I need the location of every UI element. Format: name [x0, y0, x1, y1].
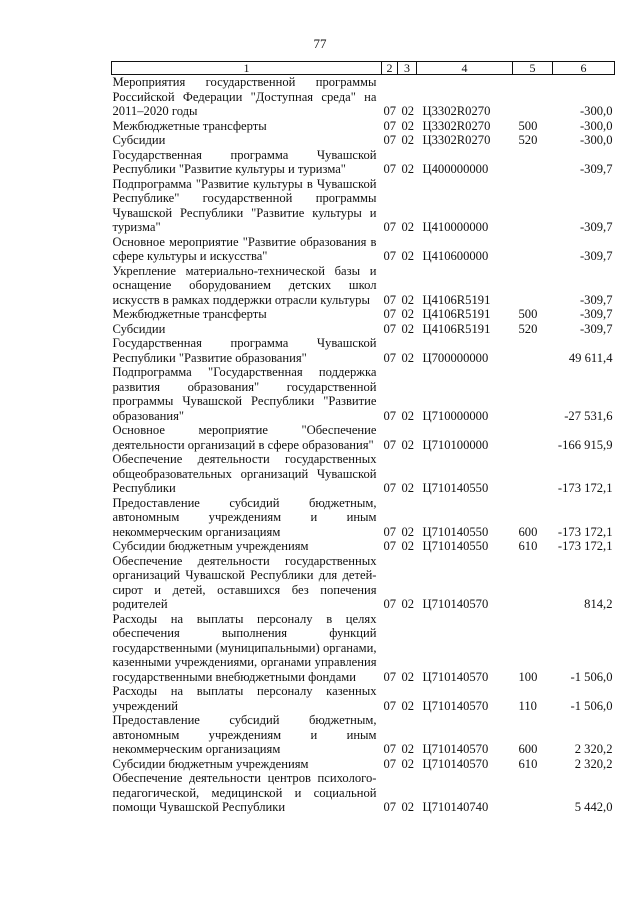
row-description: Укрепление материально-технической базы и оснащение оборудованием детских школ искусств в рамках поддержки отрасли культуры [112, 263, 377, 307]
table-row [112, 336, 615, 365]
row-section: 07 [383, 249, 397, 263]
table-row [112, 713, 615, 757]
header-col-2: 2 [382, 62, 398, 75]
header-col-1: 1 [112, 62, 382, 75]
header-col-5: 5 [513, 62, 553, 75]
table-row [112, 75, 615, 119]
row-description: Мероприятия государственной программы Российской Федерации "Доступная среда" на 2011–2020 годы [112, 75, 377, 118]
row-amount: -300,0 [579, 133, 613, 147]
row-amount: -173 172,1 [557, 524, 613, 539]
table-row [112, 423, 615, 452]
row-target-article: Ц3302R0270 [422, 104, 491, 118]
row-subsection: 02 [401, 597, 415, 611]
row-section: 07 [383, 597, 397, 611]
row-amount: -309,7 [579, 307, 613, 321]
table-row [112, 365, 615, 423]
row-description: Расходы на выплаты персоналу в целях обеспечения выполнения функций государственными (муниципальными) органами, казенными учреждениями, органами управления государственными внебюджетными фондами [112, 611, 377, 684]
row-amount: 814,2 [584, 597, 613, 611]
row-subsection: 02 [401, 437, 415, 452]
row-amount: 49 611,4 [568, 350, 613, 365]
row-description: Предоставление субсидий бюджетным, автономным учреждениям и иным некоммерческим организациям [112, 713, 377, 756]
row-target-article: Ц710140550 [422, 481, 489, 495]
table-row [112, 322, 615, 337]
row-subsection: 02 [401, 669, 415, 684]
table-row [112, 133, 615, 148]
row-subsection: 02 [401, 220, 415, 234]
row-description: Межбюджетные трансферты [112, 307, 267, 321]
row-subsection: 02 [401, 249, 415, 263]
row-amount: 5 442,0 [574, 800, 613, 814]
row-expense-type [513, 336, 553, 365]
row-expense-type [513, 75, 553, 119]
table-row [112, 757, 615, 772]
row-target-article: Ц710140550 [422, 524, 489, 539]
row-expense-type [513, 423, 553, 452]
row-target-article: Ц710140570 [422, 698, 489, 713]
row-section: 07 [383, 162, 397, 176]
row-section: 07 [383, 539, 397, 553]
row-section: 07 [383, 756, 397, 771]
row-expense-type: 110 [518, 698, 537, 713]
row-target-article: Ц4106R5191 [422, 307, 491, 321]
row-amount: -1 506,0 [570, 698, 613, 713]
row-section: 07 [383, 133, 397, 147]
table-row [112, 554, 615, 612]
row-subsection: 02 [401, 307, 415, 321]
row-subsection: 02 [401, 756, 415, 771]
row-subsection: 02 [401, 800, 415, 814]
row-amount: -309,7 [579, 292, 613, 307]
row-subsection: 02 [401, 539, 415, 553]
row-description: Государственная программа Чувашской Республики "Развитие образования" [112, 336, 377, 365]
row-description: Межбюджетные трансферты [112, 118, 267, 133]
row-section: 07 [383, 800, 397, 814]
row-description: Обеспечение деятельности государственных организаций Чувашской Республики для детей-сирот и детей, оставшихся без попечения родителей [112, 553, 377, 611]
row-description: Расходы на выплаты персоналу казенных учреждений [112, 684, 377, 713]
row-description: Подпрограмма "Развитие культуры в Чувашской Республике" государственной программы Чувашской Республики "Развитие культуры и туризма" [112, 176, 377, 234]
row-description: Субсидии [112, 133, 166, 147]
row-expense-type: 610 [518, 539, 538, 553]
table-header [112, 62, 615, 75]
row-subsection: 02 [401, 118, 415, 133]
row-expense-type [513, 554, 553, 612]
row-description: Предоставление субсидий бюджетным, автономным учреждениям и иным некоммерческим организациям [112, 495, 377, 539]
row-expense-type [513, 148, 553, 177]
row-section: 07 [383, 669, 397, 684]
row-amount: -309,7 [579, 220, 613, 234]
row-subsection: 02 [401, 104, 415, 118]
page-number: 77 [313, 36, 327, 51]
row-description: Обеспечение деятельности государственных общеобразовательных организаций Чувашской Республики [112, 452, 377, 495]
row-subsection: 02 [401, 321, 415, 336]
row-subsection: 02 [401, 162, 415, 176]
row-target-article: Ц710140570 [422, 742, 489, 756]
row-expense-type [513, 452, 553, 496]
row-subsection: 02 [401, 133, 415, 147]
row-description: Субсидии [112, 321, 166, 336]
row-amount: -1 506,0 [570, 669, 613, 684]
header-col-4: 4 [417, 62, 513, 75]
row-section: 07 [383, 698, 397, 713]
table-row [112, 496, 615, 540]
row-subsection: 02 [401, 481, 415, 495]
row-amount: -309,7 [579, 162, 613, 176]
row-subsection: 02 [401, 292, 415, 307]
row-subsection: 02 [401, 408, 415, 423]
row-expense-type: 500 [518, 118, 538, 133]
row-subsection: 02 [401, 350, 415, 365]
row-target-article: Ц700000000 [422, 350, 489, 365]
row-amount: 2 320,2 [574, 742, 613, 756]
row-description: Субсидии бюджетным учреждениям [112, 539, 309, 553]
table-row [112, 452, 615, 496]
table-row [112, 264, 615, 308]
table-row [112, 119, 615, 134]
row-section: 07 [383, 307, 397, 321]
row-target-article: Ц410600000 [422, 249, 489, 263]
row-section: 07 [383, 104, 397, 118]
row-target-article: Ц710000000 [422, 408, 489, 423]
row-amount: -309,7 [579, 249, 613, 263]
row-target-article: Ц3302R0270 [422, 133, 491, 147]
row-amount: -300,0 [579, 118, 613, 133]
row-target-article: Ц410000000 [422, 220, 489, 234]
header-row [112, 62, 615, 75]
row-expense-type [513, 235, 553, 264]
row-section: 07 [383, 742, 397, 756]
row-section: 07 [383, 408, 397, 423]
row-section: 07 [383, 524, 397, 539]
row-description: Подпрограмма "Государственная поддержка развития образования" государственной программы Чувашской Республики "Развитие образования" [112, 365, 377, 423]
row-expense-type: 520 [518, 321, 538, 336]
header-col-3: 3 [398, 62, 417, 75]
row-target-article: Ц4106R5191 [422, 292, 491, 307]
row-target-article: Ц710100000 [422, 437, 489, 452]
row-amount: -27 531,6 [564, 408, 613, 423]
row-section: 07 [383, 292, 397, 307]
row-amount: -173 172,1 [557, 539, 613, 553]
row-target-article: Ц710140740 [422, 800, 489, 814]
row-expense-type: 600 [518, 742, 538, 756]
row-description: Основное мероприятие "Обеспечение деятельности организаций в сфере образования" [112, 423, 377, 452]
table-row [112, 307, 615, 322]
table-row [112, 235, 615, 264]
row-target-article: Ц710140570 [422, 597, 489, 611]
row-expense-type: 500 [518, 307, 538, 321]
row-description: Государственная программа Чувашской Республики "Развитие культуры и туризма" [112, 147, 377, 176]
row-section: 07 [383, 350, 397, 365]
row-section: 07 [383, 437, 397, 452]
table-row [112, 539, 615, 554]
table-row [112, 148, 615, 177]
row-target-article: Ц3302R0270 [422, 118, 491, 133]
row-amount: 2 320,2 [574, 756, 613, 771]
row-amount: -300,0 [579, 104, 613, 118]
row-expense-type: 610 [518, 756, 538, 771]
row-target-article: Ц400000000 [422, 162, 489, 176]
row-target-article: Ц710140550 [422, 539, 489, 553]
row-expense-type: 600 [518, 524, 538, 539]
row-amount: -173 172,1 [557, 481, 613, 495]
row-target-article: Ц710140570 [422, 669, 489, 684]
row-description: Обеспечение деятельности центров психолого-педагогической, медицинской и социальной помощи Чувашской Республики [112, 771, 377, 814]
budget-table-container [111, 61, 614, 815]
row-expense-type [513, 177, 553, 235]
row-subsection: 02 [401, 698, 415, 713]
table-row [112, 771, 615, 815]
row-expense-type [513, 365, 553, 423]
table-row [112, 612, 615, 685]
row-expense-type: 100 [518, 669, 538, 684]
row-expense-type [513, 771, 553, 815]
row-expense-type: 520 [518, 133, 538, 147]
row-target-article: Ц710140570 [422, 756, 489, 771]
row-subsection: 02 [401, 524, 415, 539]
row-target-article: Ц4106R5191 [422, 321, 491, 336]
row-amount: -309,7 [579, 321, 613, 336]
row-expense-type [513, 264, 553, 308]
row-subsection: 02 [401, 742, 415, 756]
row-section: 07 [383, 321, 397, 336]
row-section: 07 [383, 481, 397, 495]
row-amount: -166 915,9 [557, 437, 613, 452]
budget-table [111, 61, 615, 815]
row-section: 07 [383, 220, 397, 234]
table-body [112, 75, 615, 815]
table-row [112, 177, 615, 235]
row-description: Субсидии бюджетным учреждениям [112, 756, 309, 771]
row-description: Основное мероприятие "Развитие образования в сфере культуры и искусства" [112, 234, 377, 263]
header-col-6: 6 [553, 62, 615, 75]
row-section: 07 [383, 118, 397, 133]
table-row [112, 684, 615, 713]
